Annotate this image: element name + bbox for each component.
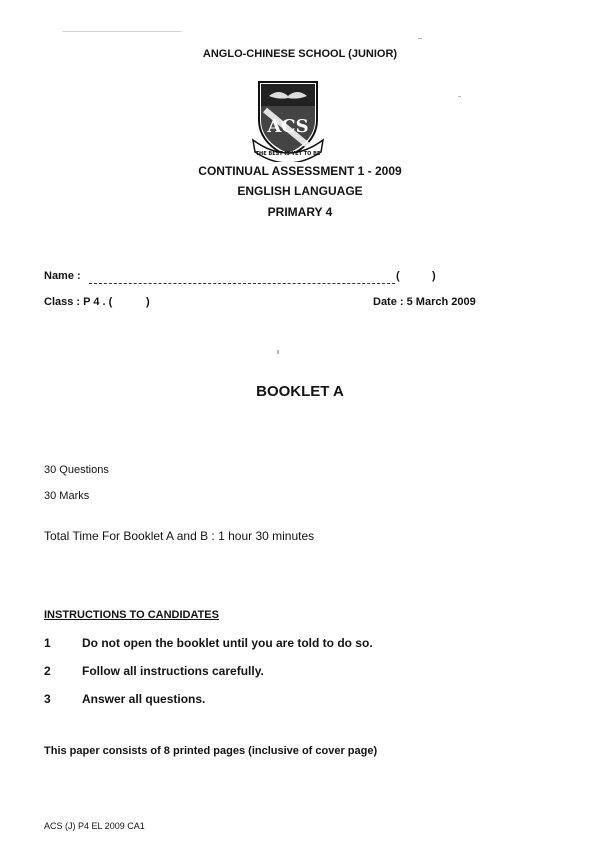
total-time: Total Time For Booklet A and B : 1 hour 30 minutes (44, 529, 315, 543)
instruction-text: Answer all questions. (82, 692, 206, 706)
instruction-number: 1 (44, 636, 51, 650)
name-paren-open: ( (396, 270, 400, 282)
school-name: ANGLO-CHINESE SCHOOL (JUNIOR) (202, 48, 398, 60)
name-label: Name : (44, 270, 81, 282)
marks-count: 30 Marks (44, 490, 90, 502)
class-paren-close: ) (146, 296, 150, 308)
subject: ENGLISH LANGUAGE (237, 184, 363, 198)
instruction-text: Follow all instructions carefully. (82, 664, 264, 678)
level: PRIMARY 4 (267, 205, 333, 219)
footer-code: ACS (J) P4 EL 2009 CA1 (44, 821, 145, 831)
scan-mark (277, 350, 279, 354)
school-crest-logo (251, 76, 325, 162)
instruction-number: 3 (44, 692, 51, 706)
name-paren-close: ) (432, 270, 436, 282)
name-line (89, 283, 395, 284)
scan-mark (418, 38, 422, 39)
questions-count: 30 Questions (44, 464, 109, 476)
assessment-title: CONTINUAL ASSESSMENT 1 - 2009 (198, 164, 402, 178)
date-label: Date : 5 March 2009 (373, 296, 476, 308)
pages-note: This paper consists of 8 printed pages (inclusive of cover page) (44, 745, 378, 757)
crest-motto: THE BEST IS YET TO BE (255, 151, 321, 157)
instruction-number: 2 (44, 664, 51, 678)
booklet-title: BOOKLET A (256, 383, 344, 400)
scan-mark (458, 96, 461, 97)
instructions-heading: INSTRUCTIONS TO CANDIDATES (44, 609, 219, 621)
instruction-text: Do not open the booklet until you are told to do so. (82, 636, 373, 650)
crest-letters: ACS (267, 116, 309, 137)
class-label: Class : P 4 . ( (44, 296, 113, 308)
scan-mark (62, 31, 182, 32)
